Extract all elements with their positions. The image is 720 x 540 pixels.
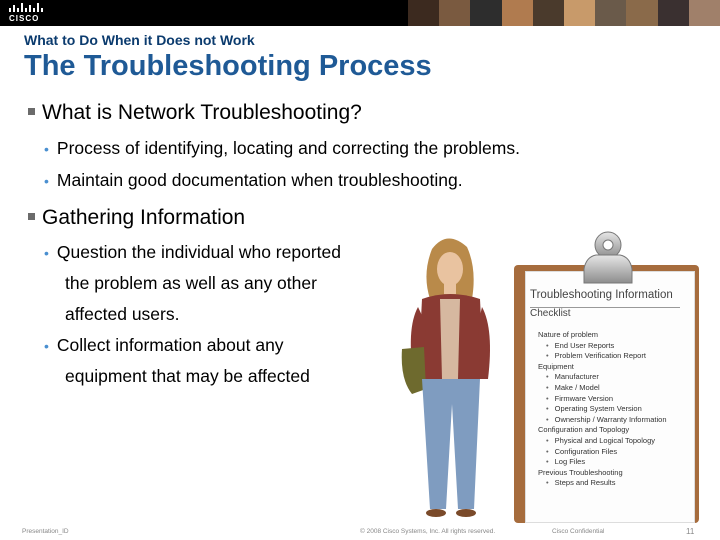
- cisco-logo: [8, 3, 44, 23]
- header-photo: [658, 0, 689, 26]
- sub-bullet: • Question the individual who reported: [44, 242, 341, 262]
- header-photo: [626, 0, 657, 26]
- header-photo: [408, 0, 439, 26]
- header-photo: [595, 0, 626, 26]
- checklist-item: • End User Reports: [546, 341, 614, 350]
- checklist-item: • Firmware Version: [546, 394, 613, 403]
- woman-figure-icon: [392, 229, 512, 524]
- header-bar: [0, 0, 720, 26]
- sub-bullet: • Maintain good documentation when troubleshooting.: [44, 170, 463, 190]
- checklist-section: Nature of problem: [538, 330, 599, 339]
- header-photo: [564, 0, 595, 26]
- checklist-section: Configuration and Topology: [538, 425, 630, 435]
- sub-bullet-continuation: affected users.: [65, 304, 180, 324]
- slide-subtitle: What to Do When it Does not Work: [24, 32, 255, 48]
- header-photo: [470, 0, 501, 26]
- header-photo: [533, 0, 564, 26]
- footer-copyright: © 2008 Cisco Systems, Inc. All rights reserved.: [360, 528, 496, 535]
- footer-page-number: 11: [686, 527, 695, 536]
- checklist-item: • Steps and Results: [546, 478, 616, 487]
- checklist-title: Troubleshooting Information: [530, 289, 673, 301]
- bullet-gathering-information: Gathering Information: [28, 206, 245, 230]
- checklist-item: • Physical and Logical Topology: [546, 436, 655, 445]
- clipboard-clip-icon: [578, 229, 638, 289]
- header-photo: [689, 0, 720, 26]
- sub-bullet-continuation: equipment that may be affected: [65, 366, 310, 386]
- footer-confidential: Cisco Confidential: [552, 528, 605, 535]
- header-photo: [439, 0, 470, 26]
- sub-bullet-continuation: the problem as well as any other: [65, 273, 317, 293]
- dot-bullet-icon: •: [44, 141, 49, 157]
- checklist-item: • Configuration Files: [546, 447, 617, 456]
- checklist-subtitle: Checklist: [530, 308, 571, 319]
- cisco-bars-icon: [8, 3, 44, 13]
- logo-wordmark: CISCO: [9, 14, 40, 23]
- checklist-item: • Ownership / Warranty Information: [546, 415, 667, 424]
- checklist-item: • Make / Model: [546, 383, 600, 392]
- square-bullet-icon: [28, 213, 35, 220]
- sub-bullet: • Process of identifying, locating and correcting the problems.: [44, 138, 520, 158]
- square-bullet-icon: [28, 108, 35, 115]
- sub-bullet: • Collect information about any: [44, 335, 284, 355]
- header-photo-strip: [408, 0, 720, 26]
- dot-bullet-icon: •: [44, 338, 49, 354]
- troubleshooting-illustration: [392, 229, 707, 524]
- checklist-item: • Problem Verification Report: [546, 351, 646, 360]
- dot-bullet-icon: •: [44, 245, 49, 261]
- checklist-section: Previous Troubleshooting: [538, 467, 623, 477]
- header-photo: [502, 0, 533, 26]
- dot-bullet-icon: •: [44, 173, 49, 189]
- checklist-section: Equipment: [538, 361, 574, 371]
- slide-title: The Troubleshooting Process: [24, 50, 432, 82]
- checklist-item: • Log Files: [546, 457, 585, 466]
- footer-presentation-id: Presentation_ID: [22, 528, 69, 535]
- bullet-network-troubleshooting: What is Network Troubleshooting?: [28, 101, 362, 125]
- checklist-item: • Manufacturer: [546, 372, 599, 381]
- checklist-item: • Operating System Version: [546, 404, 642, 413]
